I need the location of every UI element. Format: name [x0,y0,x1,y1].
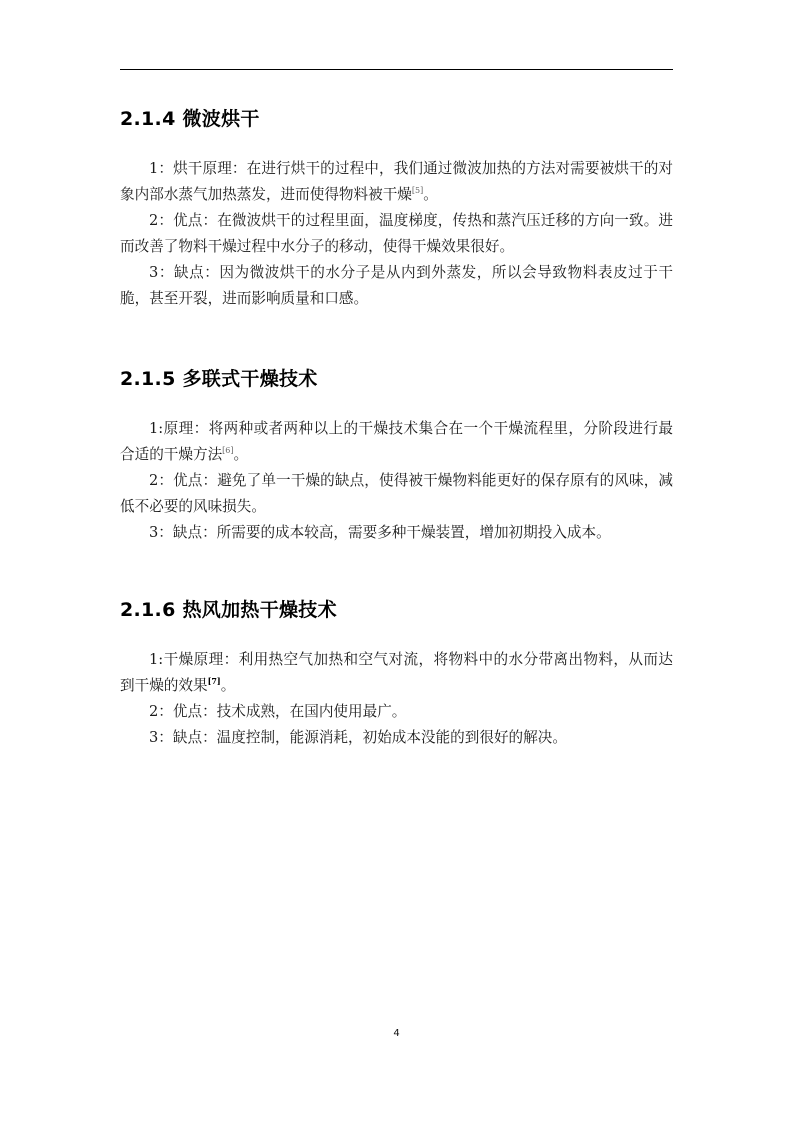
citation-ref: [6] [222,446,234,456]
section-heading: 2.1.5 多联式干燥技术 [120,368,318,390]
paragraph-disadvantages: 3：缺点：所需要的成本较高，需要多种干燥装置，增加初期投入成本。 [149,524,611,541]
paragraph-principle: 1：烘干原理：在进行烘干的过程中，我们通过微波加热的方法对需要被烘干的对象内部水蒸气加热蒸发，进而使得物料被干燥[5]。 [120,160,673,203]
paragraph-advantages: 2：优点：在微波烘干的过程里面，温度梯度，传热和蒸汽压迁移的方向一致。进而改善了物料干燥过程中水分子的移动，使得干燥效果很好。 [120,212,673,255]
paragraph-principle: 1:干燥原理：利用热空气加热和空气对流，将物料中的水分带离出物料，从而达到干燥的效果[7]。 [120,651,673,694]
section-2-1-6 [120,595,673,751]
page-number: 4 [393,1028,400,1039]
section-heading: 2.1.6 热风加热干燥技术 [120,599,337,621]
section-2-1-5 [120,364,673,546]
paragraph-disadvantages: 3：缺点：温度控制，能源消耗，初始成本没能的到很好的解决。 [149,729,567,746]
section-2-1-4 [120,104,673,312]
citation-ref: [7] [207,676,221,687]
paragraph-disadvantages: 3：缺点：因为微波烘干的水分子是从内到外蒸发，所以会导致物料表皮过于干脆，甚至开裂，进而影响质量和口感。 [120,264,673,307]
paragraph-principle: 1:原理：将两种或者两种以上的干燥技术集合在一个干燥流程里，分阶段进行最合适的干燥方法[6]。 [120,420,673,463]
paragraph-advantages: 2：优点：技术成熟，在国内使用最广。 [149,703,407,720]
citation-ref: [5] [411,186,424,196]
header-rule [120,69,673,70]
paragraph-advantages: 2：优点：避免了单一干燥的缺点，使得被干燥物料能更好的保存原有的风味，减低不必要的风味损失。 [120,472,673,515]
section-heading: 2.1.4 微波烘干 [120,108,260,130]
